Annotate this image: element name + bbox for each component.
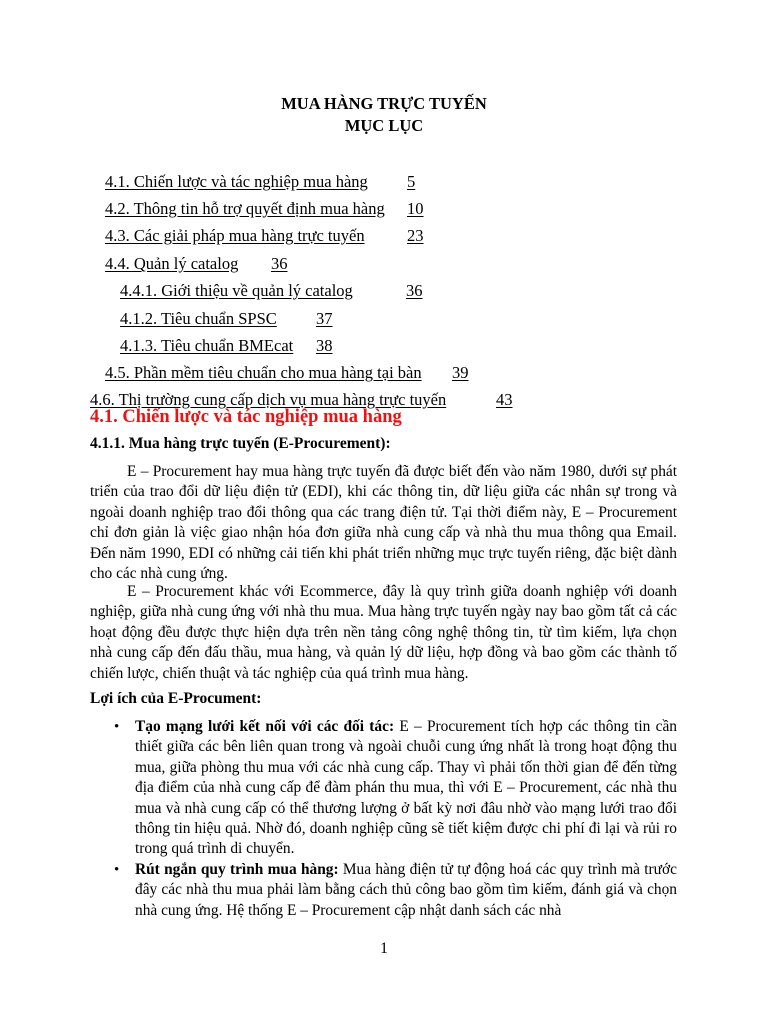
list-item-lead: Tạo mạng lưới kết nối với các đối tác: bbox=[135, 718, 395, 735]
toc-entry-page[interactable]: 10 bbox=[407, 199, 424, 218]
toc-entry[interactable] bbox=[105, 362, 475, 384]
toc-entry-page[interactable]: 36 bbox=[271, 254, 288, 273]
toc-entry-page[interactable]: 5 bbox=[407, 172, 416, 191]
toc-entry-label[interactable]: 4.1. Chiến lược và tác nghiệp mua hàng bbox=[105, 172, 368, 191]
bullet-icon: • bbox=[114, 719, 120, 735]
benefits-heading: Lợi ích của E-Procument: bbox=[90, 690, 262, 707]
toc-entry[interactable] bbox=[105, 225, 435, 247]
document-title: MUA HÀNG TRỰC TUYẾN bbox=[281, 94, 487, 113]
toc-entry-label[interactable]: 4.3. Các giải pháp mua hàng trực tuyến bbox=[105, 226, 365, 245]
toc-title: MỤC LỤC bbox=[344, 116, 424, 135]
toc-entry-label[interactable]: 4.2. Thông tin hỗ trợ quyết định mua hàng bbox=[105, 199, 385, 218]
toc-entry-label[interactable]: 4.5. Phần mềm tiêu chuẩn cho mua hàng tại bàn bbox=[105, 363, 422, 382]
list-item-body: Mua hàng điện tử tự động hoá các quy trình mà trước đây các nhà thu mua phải làm bằng cách thủ công bao gồm tìm kiếm, đánh giá và chọn nhà cung ứng. Hệ thống E – Procurement cập nhật danh sách các nhà bbox=[135, 861, 677, 919]
toc-entry[interactable] bbox=[105, 198, 435, 220]
list-item-text bbox=[135, 717, 677, 860]
toc-entry-label[interactable]: 4.1.3. Tiêu chuẩn BMEcat bbox=[120, 336, 294, 355]
subsection-heading: 4.1.1. Mua hàng trực tuyến (E-Procurement): bbox=[90, 435, 391, 452]
toc-entry-page[interactable]: 38 bbox=[316, 336, 333, 355]
toc-entry[interactable] bbox=[120, 280, 430, 302]
toc-entry[interactable] bbox=[105, 171, 435, 193]
toc-entry-label[interactable]: 4.1.2. Tiêu chuẩn SPSC bbox=[120, 309, 277, 328]
toc-entry-page[interactable]: 37 bbox=[316, 309, 333, 328]
list-item-lead: Rút ngắn quy trình mua hàng: bbox=[135, 861, 339, 878]
toc-entry-label[interactable]: 4.4.1. Giới thiệu về quản lý catalog bbox=[120, 281, 353, 300]
toc-entry-page[interactable]: 23 bbox=[407, 226, 424, 245]
body-paragraph: E – Procurement hay mua hàng trực tuyến đã được biết đến vào năm 1980, dưới sự phát triển của trao đổi dữ liệu điện tử (EDI), khi các thông tin, dữ liệu giữa các nhân sự trong và ngoài doanh nghiệp trao đổi thông qua các trang điện tử. Tại thời điểm này, E – Procurement chỉ đơn giản là việc giao nhận hóa đơn giữa nhà cung cấp và nhà thu mua thông qua Email. Đến năm 1990, EDI có những cải tiến khi phát triển những mục trực tuyến riêng, đặc biệt dành cho các nhà cung ứng. bbox=[90, 463, 677, 583]
toc-entry-label[interactable]: 4.6. Thị trường cung cấp dịch vụ mua hàng trực tuyến bbox=[90, 390, 447, 409]
toc-entry-page[interactable]: 39 bbox=[452, 363, 469, 382]
toc-entry[interactable] bbox=[120, 308, 340, 330]
toc-entry[interactable] bbox=[105, 253, 305, 275]
page-number: 1 bbox=[380, 940, 388, 957]
bullet-icon: • bbox=[114, 862, 120, 878]
toc-entry-page[interactable]: 36 bbox=[406, 281, 423, 300]
toc-entry-page[interactable]: 43 bbox=[496, 390, 513, 409]
toc-entry[interactable] bbox=[120, 335, 340, 357]
toc-entry-label[interactable]: 4.4. Quản lý catalog bbox=[105, 254, 239, 273]
list-item-text bbox=[135, 860, 677, 921]
body-paragraph: E – Procurement khác với Ecommerce, đây là quy trình giữa doanh nghiệp với doanh nghiệp, giữa nhà cung ứng với nhà thu mua. Mua hàng trực tuyến ngày nay bao gồm tất cả các hoạt động đều được thực hiện dựa trên nền tảng công nghệ thông tin, từ tìm kiếm, lựa chọn nhà cung cấp đến đấu thầu, mua hàng, và quản lý dữ liệu, hợp đồng và bao gồm các thành tố chiến lược, chiến thuật và tác nghiệp của quá trình mua hàng. bbox=[90, 583, 677, 682]
section-heading: 4.1. Chiến lược và tác nghiệp mua hàng bbox=[90, 407, 402, 427]
list-item-body: E – Procurement tích hợp các thông tin cần thiết giữa các bên liên quan trong và ngoài chuỗi cung ứng nhất là trong hoạt động thu mua, giữa phòng thu mua với các nhà cung cấp. Thay vì phải tốn thời gian để đến từng địa điểm của nhà cung cấp để đàm phán thu mua, thì với E – Procurement, các nhà thu mua và nhà cung cấp có thể thương lượng ở bất kỳ nơi đâu nhờ vào mạng lưới trao đổi thông tin hiệu quả. Nhờ đó, doanh nghiệp cũng sẽ tiết kiệm được chi phí đi lại và rủi ro trong quá trình di chuyển. bbox=[135, 718, 677, 858]
